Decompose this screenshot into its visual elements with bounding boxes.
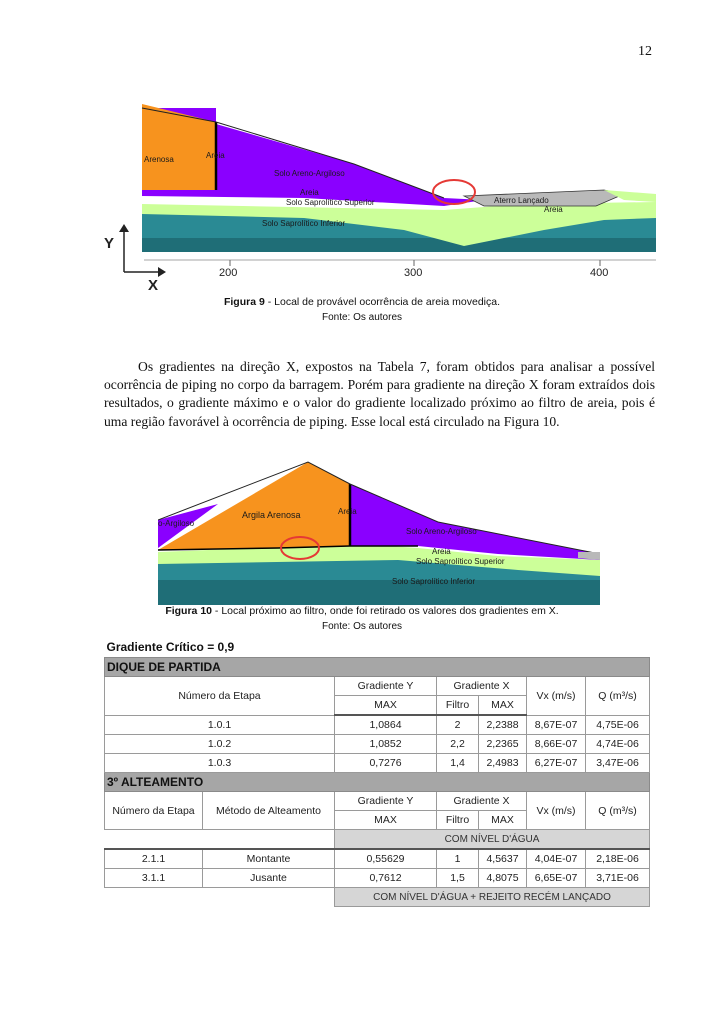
- gradient-table: [104, 637, 650, 907]
- figure-10-source: Fonte: Os autores: [321, 621, 403, 632]
- figure-10-caption: Figura 10 - Local próximo ao filtro, onde foi retirado os valores dos gradientes em X.: [165, 605, 559, 617]
- band-com-nivel-agua-rejeito: COM NÍVEL D'ÁGUA + REJEITO RECÉM LANÇADO: [335, 888, 650, 907]
- table-row: 3.1.1 Jusante 0,7612 1,5 4,8075 6,65E-07 3,71E-06: [105, 869, 650, 888]
- section-title-alteamento: 3º ALTEAMENTO: [105, 773, 650, 792]
- subheader-filtro-2: Filtro: [437, 811, 479, 830]
- axis-tick-300: 300: [404, 267, 423, 279]
- header-gradiente-y: Gradiente Y: [335, 677, 437, 696]
- label-aterro-lancado: Aterro Lançado: [494, 196, 549, 205]
- table-row: 1.0.2 1,0852 2,2 2,2365 8,66E-07 4,74E-06: [105, 735, 650, 754]
- header-gradiente-x-2: Gradiente X: [437, 792, 527, 811]
- figure-9-source: Fonte: Os autores: [321, 312, 403, 323]
- axis-y-label: Y: [104, 235, 115, 252]
- band-com-nivel-agua: COM NÍVEL D'ÁGUA: [335, 830, 650, 850]
- figure-10-cross-section: [158, 460, 600, 605]
- gradiente-critico: Gradiente Crítico = 0,9: [106, 640, 235, 654]
- section-title-dique: DIQUE DE PARTIDA: [105, 658, 650, 677]
- label-solo-saprolitico-superior: Solo Saprolítico Superior: [286, 198, 375, 207]
- figure-9-cross-section: [104, 100, 656, 300]
- label-solo-saprolitico-inferior: Solo Saprolítico Inferior: [262, 219, 346, 228]
- header-q: Q (m³/s): [586, 677, 650, 716]
- label-areia: Areia: [432, 547, 451, 556]
- header-numero-etapa-2: Número da Etapa: [105, 792, 203, 830]
- figure-9-caption: Figura 9 - Local de provável ocorrência de areia movediça.: [223, 296, 501, 308]
- label-argila-arenosa: Argila Arenosa: [242, 510, 301, 520]
- subheader-max-x: MAX: [479, 696, 527, 716]
- subheader-max: MAX: [335, 696, 437, 716]
- header-q-2: Q (m³/s): [586, 792, 650, 830]
- label-solo-saprolitico-inferior: Solo Saprolítico Inferior: [392, 577, 476, 586]
- subheader-max-2: MAX: [335, 811, 437, 830]
- label-left-areno-argiloso: o-Argiloso: [158, 519, 195, 528]
- header-vx-2: Vx (m/s): [527, 792, 586, 830]
- label-argila-arenosa: Arenosa: [144, 155, 174, 164]
- table-row: 1.0.3 0,7276 1,4 2,4983 6,27E-07 3,47E-06: [105, 754, 650, 773]
- header-gradiente-x: Gradiente X: [437, 677, 527, 696]
- body-paragraph: Os gradientes na direção X, expostos na Tabela 7, foram obtidos para analisar a possível ocorrência de piping no corpo da barragem. Porém para gradiente na direção X foram extraídos dois resultados, o gradiente máximo e o valor do gradiente localizado próximo ao filtro de areia, pois é uma região favorável à ocorrência de piping. Esse local está circulado na Figura 10.: [104, 359, 655, 429]
- axis-tick-200: 200: [219, 267, 238, 279]
- label-solo-areno-argiloso: Solo Areno-Argiloso: [406, 527, 477, 536]
- header-gradiente-y-2: Gradiente Y: [335, 792, 437, 811]
- subheader-filtro: Filtro: [437, 696, 479, 716]
- argila-arenosa-layer: [158, 462, 350, 550]
- header-vx: Vx (m/s): [527, 677, 586, 716]
- label-areia: Areia: [300, 188, 319, 197]
- label-areia-filter: Areia: [338, 507, 357, 516]
- label-areia-small: Areia: [544, 205, 563, 214]
- label-solo-saprolitico-superior: Solo Saprolítico Superior: [416, 557, 505, 566]
- axis-tick-400: 400: [590, 267, 609, 279]
- table-row: 1.0.1 1,0864 2 2,2388 8,67E-07 4,75E-06: [105, 715, 650, 735]
- label-solo-areno-argiloso: Solo Areno-Argiloso: [274, 169, 345, 178]
- subheader-max-x-2: MAX: [479, 811, 527, 830]
- header-metodo: Método de Alteamento: [203, 792, 335, 830]
- table-row: 2.1.1 Montante 0,55629 1 4,5637 4,04E-07 2,18E-06: [105, 849, 650, 869]
- page-number: 12: [638, 44, 652, 59]
- axis-x-label: X: [148, 277, 159, 294]
- header-numero-etapa: Número da Etapa: [105, 677, 335, 716]
- label-areia-filter: Areia: [206, 151, 225, 160]
